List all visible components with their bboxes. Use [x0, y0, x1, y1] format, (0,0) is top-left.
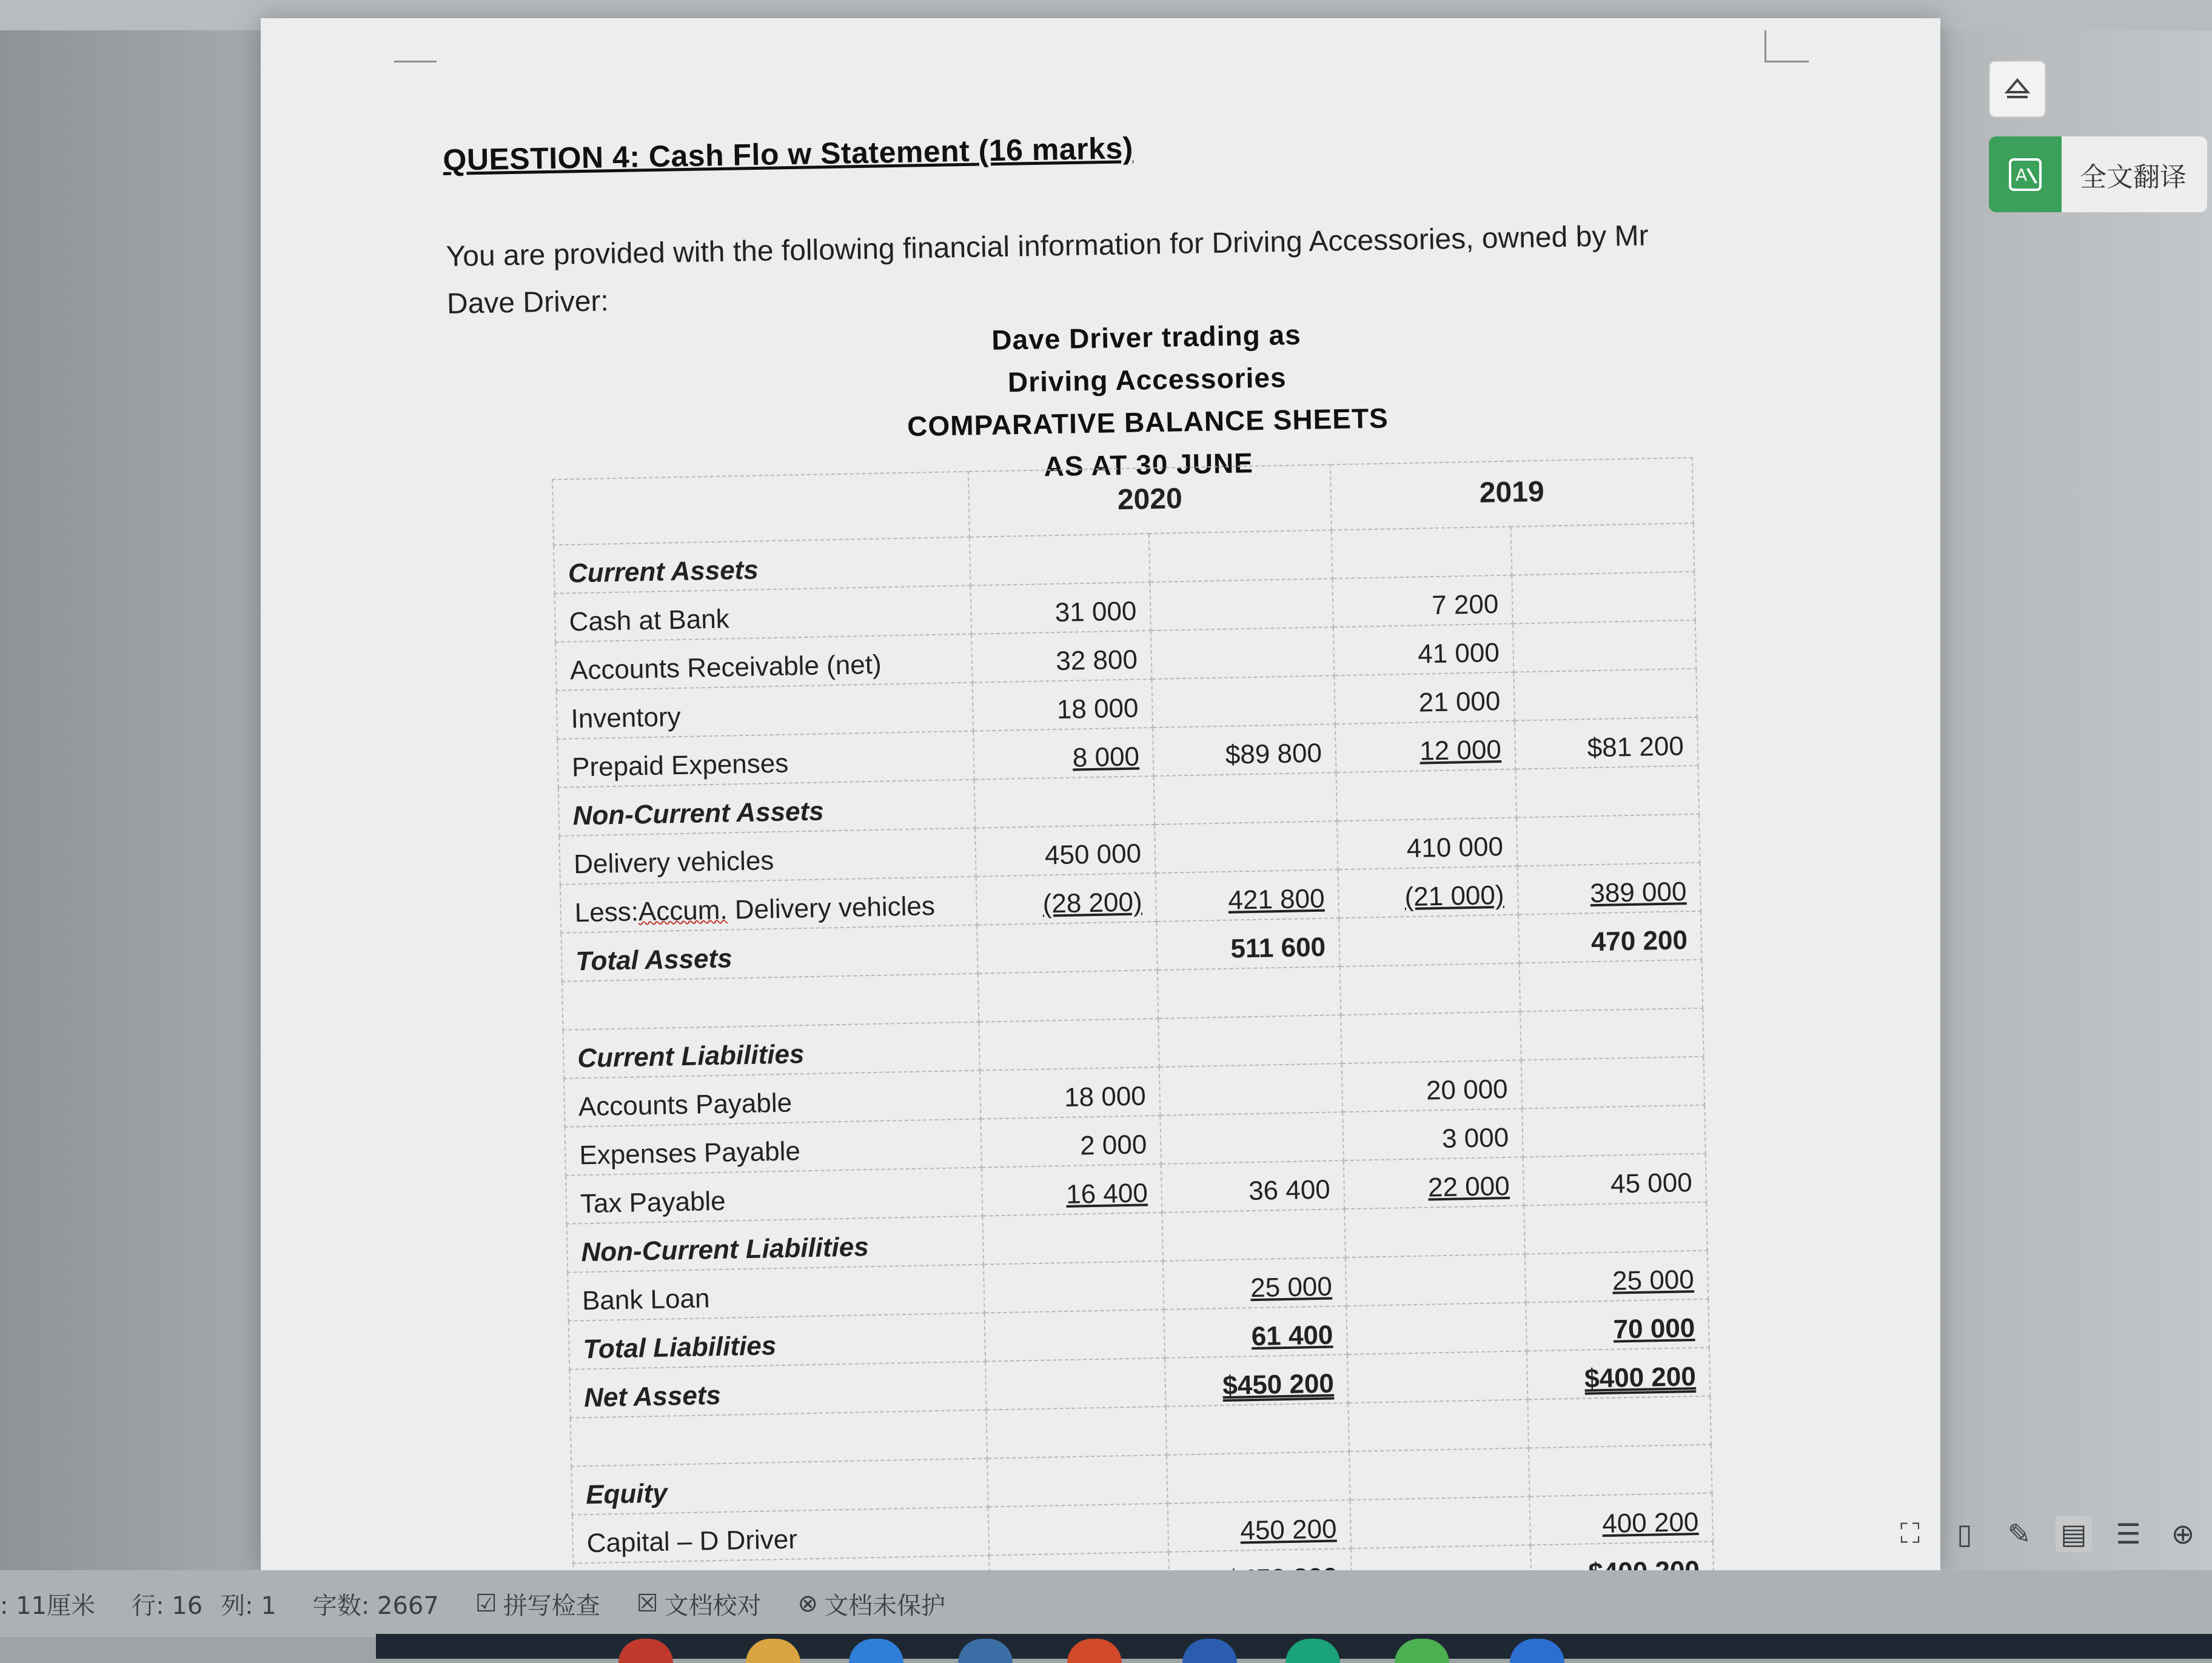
row-label: Delivery vehicles	[559, 828, 976, 885]
document-page[interactable]	[261, 18, 1940, 1570]
section-total-liabilities: Total Liabilities	[569, 1313, 985, 1370]
total-2019: 400 200	[1530, 1493, 1713, 1545]
proofread-icon: ☒	[636, 1590, 659, 1618]
table-cell	[985, 1310, 1165, 1362]
row-label: Prepaid Expenses	[557, 731, 974, 788]
table-cell	[987, 1455, 1167, 1507]
table-cell	[1349, 1399, 1529, 1451]
table-cell	[1158, 966, 1341, 1019]
label-suffix: Delivery vehicles	[727, 891, 936, 925]
year-header-2019: 2019	[1330, 458, 1694, 530]
table-cell	[1332, 527, 1512, 579]
protect-button[interactable]	[798, 1587, 946, 1621]
proofread-label: 文档校对	[664, 1591, 762, 1620]
web-view-icon[interactable]: ⊕	[2171, 1518, 2195, 1550]
taskbar-app-icon[interactable]	[849, 1639, 903, 1663]
full-translate-button[interactable]	[1989, 136, 2207, 212]
table-cell	[1524, 1202, 1707, 1254]
translate-label: 全文翻译	[2080, 161, 2187, 193]
shield-icon: ⊗	[797, 1590, 819, 1618]
amount-2020: 2 000	[980, 1116, 1161, 1168]
total-2019: $400 200	[1527, 1348, 1710, 1400]
table-cell	[988, 1504, 1168, 1556]
table-cell	[1149, 530, 1332, 582]
page-view-icon[interactable]: ▤	[2056, 1516, 2092, 1552]
column-indicator: 列: 1	[221, 1591, 276, 1620]
table-cell	[1167, 1451, 1350, 1504]
table-cell	[1158, 1015, 1341, 1067]
taskbar-app-icon[interactable]	[618, 1639, 673, 1663]
total-2020: $450 200	[1165, 1354, 1348, 1407]
taskbar-app-icon[interactable]	[746, 1639, 800, 1663]
amount-2019: 410 000	[1337, 818, 1517, 870]
amount-2020: 8 000	[973, 728, 1153, 780]
taskbar-app-icon[interactable]	[958, 1639, 1013, 1663]
pen-icon[interactable]: ✎	[2007, 1518, 2031, 1550]
amount-2019: 22 000	[1344, 1157, 1524, 1209]
table-cell	[1155, 821, 1338, 873]
total-2019: $81 200	[1515, 717, 1698, 769]
table-cell	[1336, 769, 1517, 821]
table-cell	[1151, 627, 1334, 679]
table-cell	[1162, 1209, 1345, 1261]
amount-2020: 16 400	[982, 1164, 1162, 1216]
row-label: Accounts Receivable (net)	[555, 634, 972, 691]
table-cell	[552, 472, 970, 545]
total-2019: 470 200	[1518, 911, 1701, 963]
row-label: Tax Payable	[566, 1168, 982, 1224]
question-title: QUESTION 4: Cash Flo w Statement (16 marks)	[443, 131, 1134, 177]
protect-label: 文档未保护	[824, 1591, 946, 1620]
heading-line: Driving Accessories	[1007, 361, 1287, 398]
row-label: Capital – D Driver	[572, 1507, 989, 1563]
eject-icon	[2002, 74, 2033, 104]
total-2020: 450 200	[1168, 1500, 1351, 1552]
amount-2020: 450 000	[975, 825, 1155, 877]
line-indicator: 行: 16	[132, 1591, 203, 1620]
spell-check-button[interactable]	[475, 1587, 600, 1621]
view-mode-icons	[1892, 1516, 2201, 1552]
table-cell	[562, 974, 979, 1030]
table-cell	[978, 970, 1158, 1022]
table-cell	[1346, 1302, 1526, 1354]
table-cell	[571, 1410, 987, 1467]
heading-line: AS AT 30 JUNE	[1044, 447, 1254, 483]
section-current-assets: Current Assets	[554, 537, 970, 594]
table-cell	[982, 1213, 1162, 1265]
total-2020: $89 800	[1153, 724, 1336, 776]
proofread-button[interactable]	[637, 1587, 762, 1621]
row-label: Expenses Payable	[565, 1119, 982, 1176]
amount-2019: 41 000	[1333, 624, 1513, 676]
taskbar-app-icon[interactable]	[1510, 1639, 1564, 1663]
table-cell	[1522, 1105, 1705, 1157]
table-cell	[1341, 1012, 1521, 1064]
table-cell	[1347, 1351, 1527, 1403]
amount-2019: 20 000	[1342, 1060, 1522, 1112]
word-count[interactable]: 字数: 2667	[312, 1591, 439, 1620]
balance-sheet-table	[552, 457, 1715, 1613]
amount-2019: (21 000)	[1338, 866, 1518, 918]
amount-2020: 31 000	[971, 582, 1151, 634]
intro-line: Dave Driver:	[446, 285, 609, 320]
checkbox-icon: ☑	[475, 1590, 497, 1618]
intro-paragraph	[446, 210, 1781, 328]
row-label: Accounts Payable	[564, 1071, 980, 1127]
section-current-liabilities: Current Liabilities	[563, 1022, 979, 1079]
table-cell	[1513, 669, 1697, 721]
cursor-position: : 11厘米	[0, 1591, 96, 1620]
table-cell	[1512, 572, 1695, 624]
amount-2019: 21 000	[1334, 672, 1514, 724]
table-cell	[1520, 1008, 1703, 1060]
book-view-icon[interactable]: ▯	[1957, 1518, 1972, 1550]
amount-2019: 12 000	[1335, 721, 1515, 773]
table-cell	[1521, 1057, 1704, 1109]
total-2019: 70 000	[1526, 1299, 1709, 1351]
taskbar-app-icon[interactable]	[1395, 1639, 1449, 1663]
row-label: Cash at Bank	[555, 586, 971, 642]
amount-2020: 18 000	[980, 1067, 1160, 1119]
desktop-left-bg	[0, 0, 261, 1576]
intro-line: You are provided with the following financial information for Driving Accessories, owned by Mr	[446, 219, 1649, 273]
status-bar	[0, 1570, 2212, 1637]
taskbar	[376, 1634, 2212, 1659]
row-label: Bank Loan	[568, 1265, 984, 1321]
taskbar-app-icon[interactable]	[1285, 1639, 1340, 1663]
table-cell	[1152, 675, 1335, 728]
label-prefix: Less:	[574, 897, 639, 928]
total-2020: 61 400	[1164, 1306, 1347, 1358]
section-non-current-liabilities: Non-Current Liabilities	[567, 1216, 984, 1273]
outline-view-icon[interactable]: ☰	[2116, 1518, 2141, 1550]
table-cell	[985, 1358, 1165, 1410]
taskbar-app-icon[interactable]	[1182, 1639, 1237, 1663]
margin-mark	[1765, 30, 1809, 62]
table-cell	[1527, 1396, 1711, 1448]
row-label	[560, 877, 977, 933]
table-cell	[1517, 814, 1700, 866]
heading-line: Dave Driver trading as	[991, 318, 1302, 356]
collapse-button[interactable]	[1989, 61, 2046, 118]
fullscreen-icon[interactable]: ⛶	[1900, 1517, 1920, 1549]
table-cell	[1515, 766, 1698, 818]
table-cell	[1339, 915, 1519, 967]
total-2020: 421 800	[1156, 869, 1339, 922]
balance-sheet-table-wrap	[552, 457, 1715, 1613]
total-2019: 389 000	[1518, 863, 1701, 915]
spellcheck-word[interactable]: Accum.	[638, 895, 728, 927]
table-cell	[1529, 1445, 1712, 1497]
total-2019: 25 000	[1525, 1251, 1708, 1303]
table-cell	[1346, 1254, 1526, 1306]
table-cell	[977, 922, 1157, 974]
table-cell	[970, 534, 1150, 586]
table-cell	[1350, 1496, 1530, 1548]
taskbar-app-icon[interactable]	[1067, 1639, 1122, 1663]
amount-2020: 32 800	[971, 631, 1151, 683]
table-cell	[1344, 1205, 1524, 1257]
table-cell	[1520, 960, 1703, 1012]
spell-check-label: 拼写检查	[503, 1591, 600, 1620]
total-2020: 36 400	[1161, 1160, 1344, 1213]
table-cell	[1154, 772, 1337, 825]
table-cell	[1513, 620, 1696, 672]
section-non-current-assets: Non-Current Assets	[558, 780, 975, 836]
section-equity: Equity	[571, 1459, 988, 1515]
table-cell	[1340, 963, 1520, 1016]
amount-2019: 7 200	[1332, 575, 1512, 627]
amount-2020: 18 000	[973, 679, 1153, 731]
row-label: Inventory	[557, 683, 973, 739]
margin-mark	[394, 30, 437, 62]
table-cell	[987, 1407, 1167, 1459]
desktop-right-bg	[1940, 0, 2212, 1576]
translate-icon	[1989, 136, 2062, 212]
heading-line: COMPARATIVE BALANCE SHEETS	[907, 402, 1389, 443]
year-header-2020: 2020	[968, 464, 1332, 537]
table-cell	[974, 776, 1155, 828]
table-cell	[984, 1261, 1164, 1313]
total-2020: 25 000	[1163, 1257, 1346, 1310]
svg-text:A: A	[2016, 164, 2028, 185]
table-cell	[1166, 1403, 1349, 1455]
table-cell	[1511, 523, 1694, 575]
table-cell	[1160, 1112, 1343, 1164]
section-net-assets: Net Assets	[569, 1362, 986, 1418]
table-cell	[1150, 578, 1333, 631]
table-cell	[1159, 1063, 1342, 1116]
amount-2019: 3 000	[1342, 1108, 1523, 1160]
total-2020: 511 600	[1156, 918, 1339, 970]
section-total-assets: Total Assets	[561, 925, 977, 982]
total-2019: 45 000	[1523, 1154, 1706, 1206]
table-cell	[979, 1019, 1159, 1071]
amount-2020: (28 200)	[976, 873, 1156, 925]
table-cell	[1349, 1448, 1529, 1500]
